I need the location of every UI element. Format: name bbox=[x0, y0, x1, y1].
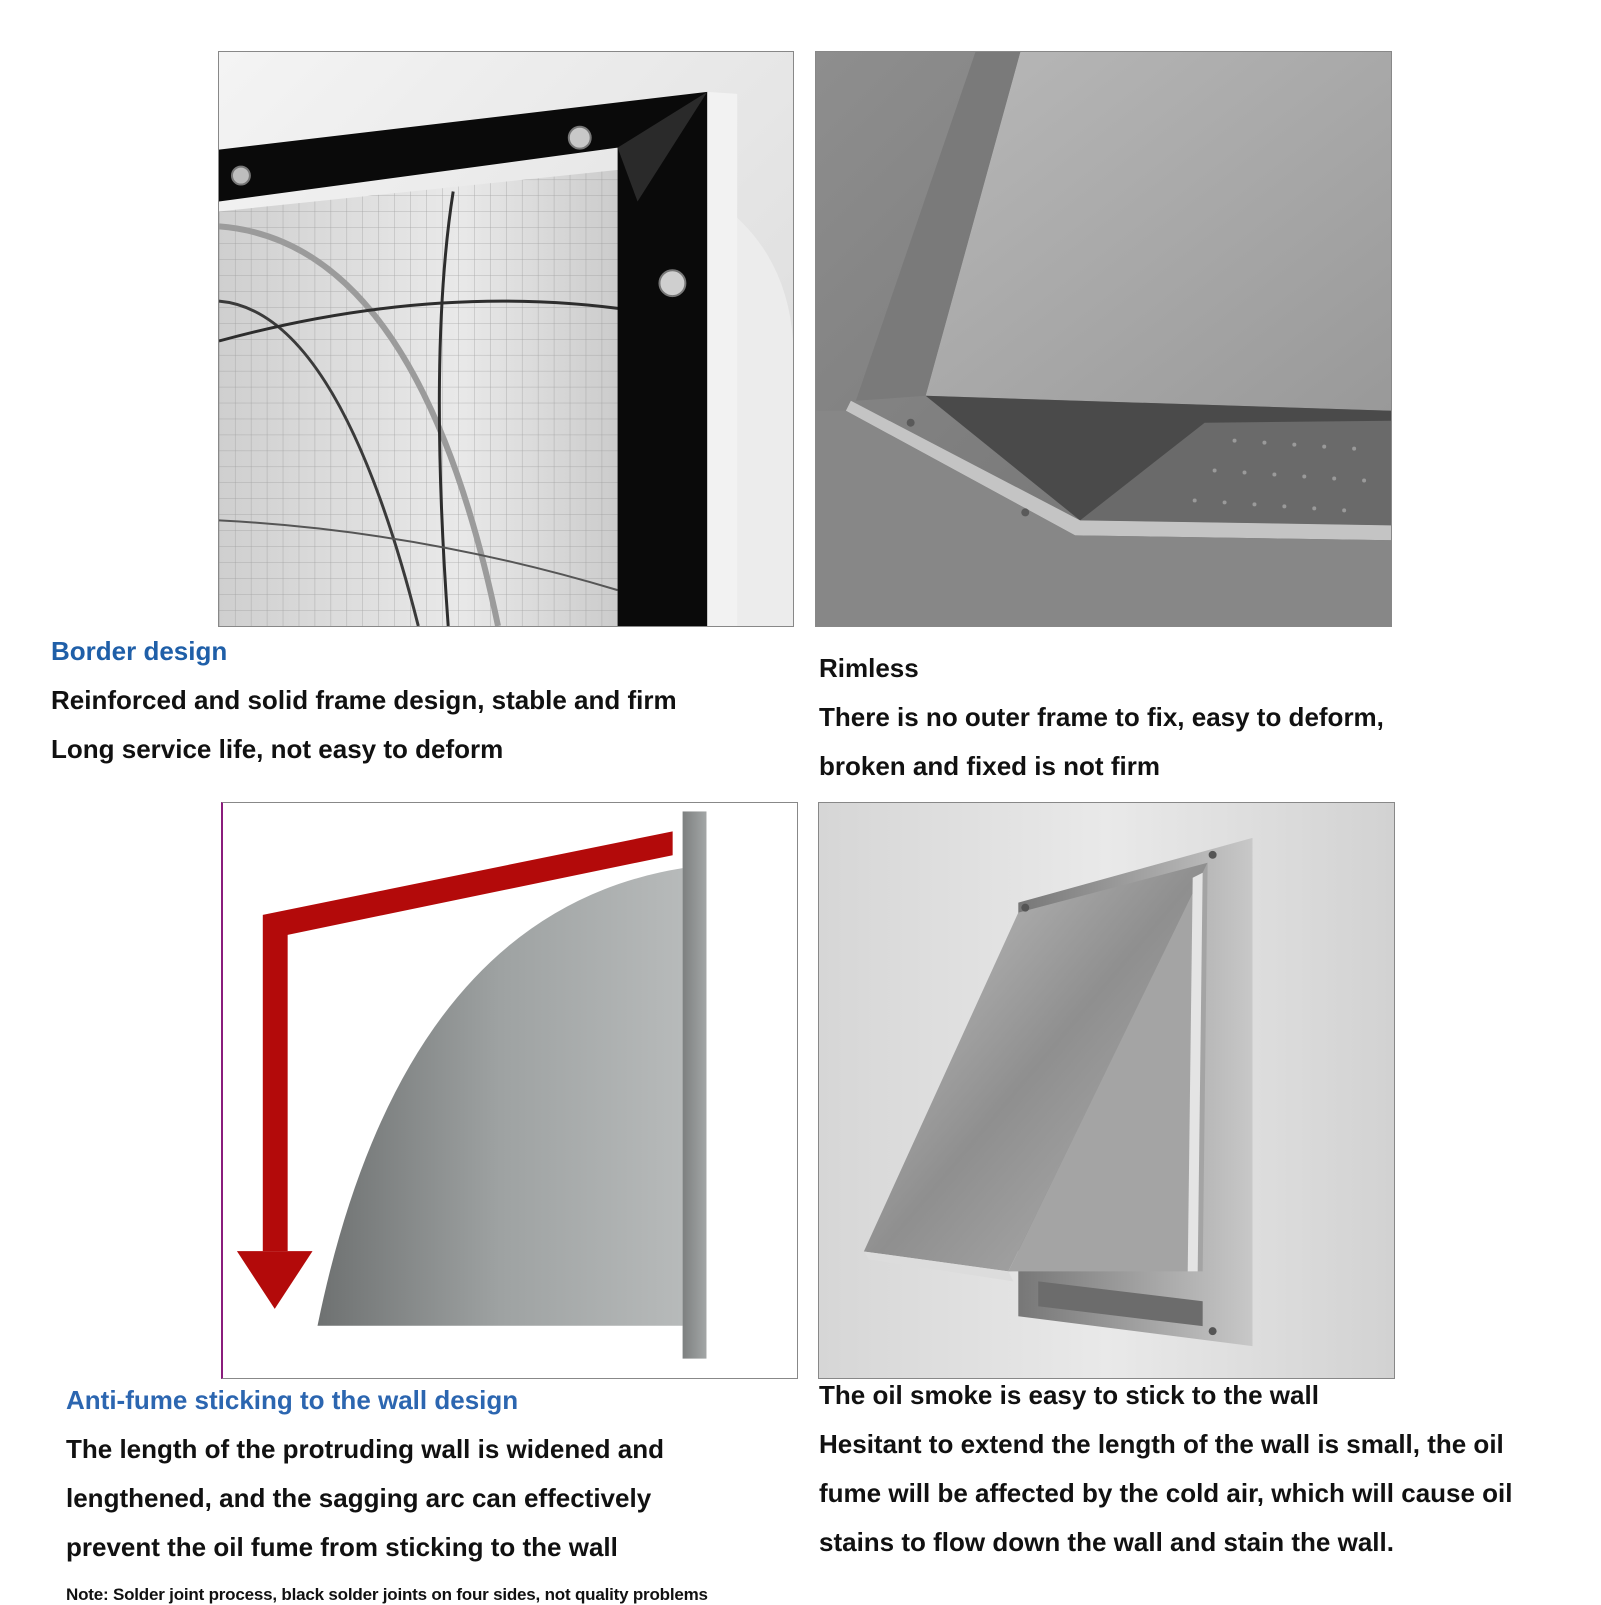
anti-fume-heading: Anti-fume sticking to the wall design bbox=[66, 1385, 519, 1415]
anti-fume-image bbox=[221, 802, 798, 1379]
border-design-image bbox=[218, 51, 794, 627]
rimless-text bbox=[819, 653, 1579, 782]
anti-fume-text bbox=[66, 1385, 806, 1605]
oil-smoke-image bbox=[818, 802, 1395, 1379]
rimless-image bbox=[815, 51, 1392, 627]
anti-fume-line-3: prevent the oil fume from sticking to the wall bbox=[66, 1532, 618, 1562]
anti-fume-line-2: lengthened, and the sagging arc can effectively bbox=[66, 1483, 652, 1513]
oil-smoke-line-2: fume will be affected by the cold air, which will cause oil bbox=[819, 1478, 1513, 1508]
oil-smoke-line-1: Hesitant to extend the length of the wall is small, the oil bbox=[819, 1429, 1504, 1459]
hood-profile-diagram bbox=[223, 803, 797, 1378]
oil-smoke-text bbox=[819, 1380, 1594, 1558]
rimless-hood-photo bbox=[816, 52, 1391, 626]
solder-joint-note: Note: Solder joint process, black solder joints on four sides, not quality problems bbox=[66, 1585, 708, 1604]
rimless-heading: Rimless bbox=[819, 653, 919, 683]
anti-fume-line-1: The length of the protruding wall is widened and bbox=[66, 1434, 664, 1464]
border-design-heading: Border design bbox=[51, 636, 228, 666]
border-design-text bbox=[51, 636, 791, 765]
framed-hood-illustration bbox=[219, 52, 793, 626]
oil-smoke-heading: The oil smoke is easy to stick to the wall bbox=[819, 1380, 1319, 1410]
rimless-line-1: There is no outer frame to fix, easy to deform, bbox=[819, 702, 1384, 732]
oil-smoke-line-3: stains to flow down the wall and stain the wall. bbox=[819, 1527, 1394, 1557]
border-design-line-1: Reinforced and solid frame design, stable and firm bbox=[51, 685, 677, 715]
stainless-hood-photo bbox=[819, 803, 1394, 1378]
rimless-line-2: broken and fixed is not firm bbox=[819, 751, 1160, 781]
border-design-line-2: Long service life, not easy to deform bbox=[51, 734, 504, 764]
